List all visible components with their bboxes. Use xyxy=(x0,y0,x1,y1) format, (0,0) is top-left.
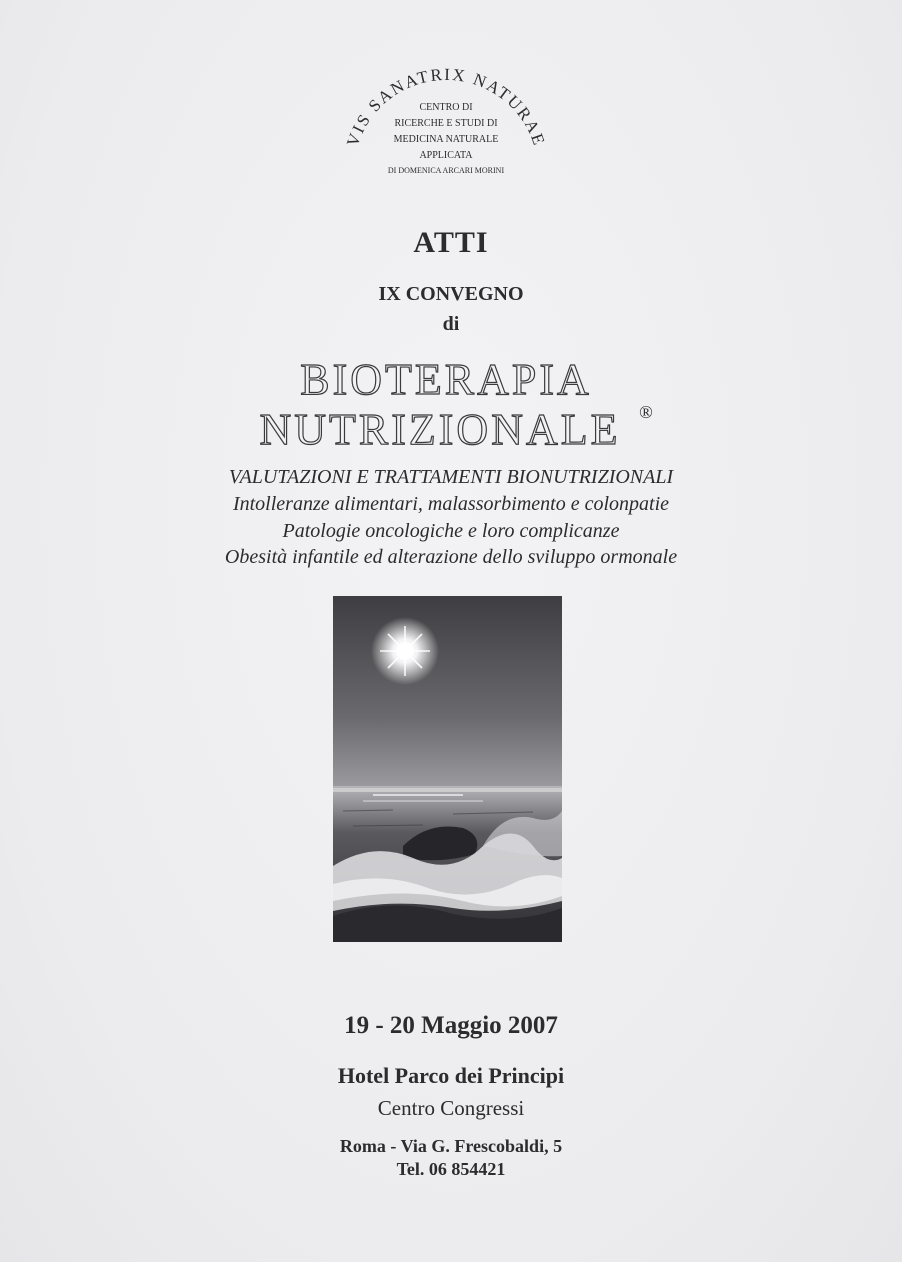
conference-title xyxy=(0,352,902,452)
event-phone: Tel. 06 854421 xyxy=(396,1159,506,1179)
logo-line: APPLICATA xyxy=(419,150,473,161)
title-line-1: BIOTERAPIA xyxy=(300,355,592,404)
topic-line: Obesità infantile ed alterazione dello sviluppo ormonale xyxy=(224,546,678,568)
logo-line: CENTRO DI xyxy=(419,102,473,113)
subtitle: VALUTAZIONI E TRATTAMENTI BIONUTRIZIONALI xyxy=(228,466,674,488)
heading-atti: ATTI xyxy=(413,226,489,259)
logo-line: DI DOMENICA ARCARI MORINI xyxy=(387,166,505,175)
heading-di: di xyxy=(442,313,460,335)
event-address: Roma - Via G. Frescobaldi, 5 xyxy=(339,1136,563,1156)
heading-convegno: IX CONVEGNO xyxy=(378,283,524,305)
logo-vis-sanatrix-naturae xyxy=(336,62,556,192)
topic-line: Intolleranze alimentari, malassorbimento e colonpatie xyxy=(232,493,670,515)
registered-mark: ® xyxy=(639,402,653,422)
logo-line: RICERCHE E STUDI DI xyxy=(394,118,498,129)
event-venue-detail: Centro Congressi xyxy=(377,1096,525,1120)
sea-sun-photo xyxy=(333,596,562,942)
logo-arc-text: VIS SANATRIX NATURAE xyxy=(342,64,550,149)
topic-line: Patologie oncologiche e loro complicanze xyxy=(282,520,620,542)
logo-line: MEDICINA NATURALE xyxy=(393,134,499,145)
event-date: 19 - 20 Maggio 2007 xyxy=(344,1012,558,1039)
event-venue: Hotel Parco dei Principi xyxy=(337,1063,565,1088)
title-line-2: NUTRIZIONALE xyxy=(259,405,621,452)
